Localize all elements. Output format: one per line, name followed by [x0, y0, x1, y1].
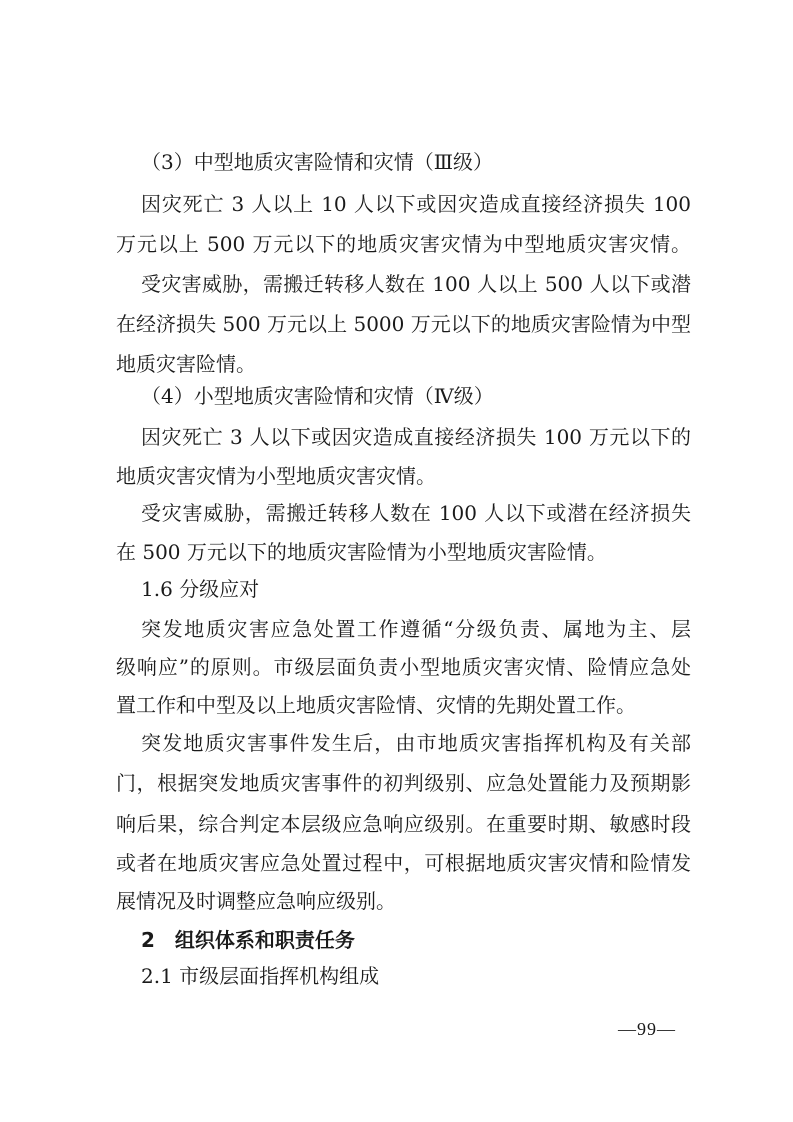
paragraph-line: 受灾害威胁，需搬迁转移人数在 100 人以下或潜在经济损失: [141, 501, 691, 525]
paragraph-line: 展情况及时调整应急响应级别。: [116, 889, 396, 913]
paragraph-line: 响后果，综合判定本层级应急响应级别。在重要时期、敏感时段: [116, 812, 691, 836]
paragraph-line: 因灾死亡 3 人以下或因灾造成直接经济损失 100 万元以下的: [141, 425, 691, 449]
paragraph-line: 受灾害威胁，需搬迁转移人数在 100 人以上 500 人以下或潜: [141, 272, 691, 296]
paragraph-line: 级响应”的原则。市级层面负责小型地质灾害灾情、险情应急处: [116, 655, 691, 679]
page-number: —99—: [618, 1019, 676, 1039]
paragraph-line: 置工作和中型及以上地质灾害险情、灾情的先期处置工作。: [116, 693, 636, 717]
section-heading-2: 2 组织体系和职责任务: [141, 928, 355, 952]
paragraph-line: 突发地质灾害应急处置工作遵循“分级负责、属地为主、层: [141, 617, 691, 641]
paragraph-line: 在 500 万元以下的地质灾害险情为小型地质灾害险情。: [116, 540, 607, 564]
paragraph-line: 因灾死亡 3 人以上 10 人以下或因灾造成直接经济损失 100: [141, 192, 691, 216]
section-heading-level-3: （3）中型地质灾害险情和灾情（Ⅲ级）: [141, 150, 494, 174]
paragraph-line: 万元以上 500 万元以下的地质灾害灾情为中型地质灾害灾情。: [116, 232, 691, 256]
section-heading-1-6: 1.6 分级应对: [141, 577, 260, 601]
paragraph-line: 或者在地质灾害应急处置过程中，可根据地质灾害灾情和险情发: [116, 851, 691, 875]
paragraph-line: 地质灾害险情。: [116, 352, 256, 376]
paragraph-line: 在经济损失 500 万元以上 5000 万元以下的地质灾害险情为中型: [116, 312, 691, 336]
section-heading-2-1: 2.1 市级层面指挥机构组成: [141, 964, 380, 988]
section-heading-level-4: （4）小型地质灾害险情和灾情（Ⅳ级）: [141, 384, 494, 408]
paragraph-line: 突发地质灾害事件发生后，由市地质灾害指挥机构及有关部: [141, 731, 691, 755]
paragraph-line: 门，根据突发地质灾害事件的初判级别、应急处置能力及预期影: [116, 771, 691, 795]
paragraph-line: 地质灾害灾情为小型地质灾害灾情。: [116, 464, 436, 488]
